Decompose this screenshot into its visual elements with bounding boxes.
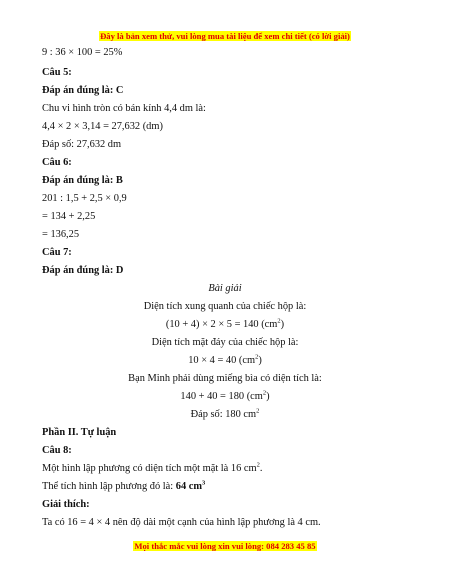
q8-line-2: Thể tích hình lập phương đó là: 64 $cm^3$ — [42, 479, 206, 492]
q6-line-2: = 134 + 2,25 — [42, 211, 96, 222]
q5-line-2: 4,4 × 2 × 3,14 = 27,632 (dm) — [42, 121, 163, 132]
q6-line-3: = 136,25 — [42, 229, 80, 240]
q7-answer: Đáp án đúng là: D — [42, 265, 124, 276]
q8-line-1: Một hình lập phương có diện tích một mặt là 16 $cm^2$. — [42, 461, 263, 474]
q6-answer: Đáp án đúng là: B — [42, 175, 123, 186]
contact-banner — [0, 536, 450, 554]
q7-line-6: 140 + 40 = 180 $(cm^2)$ — [180, 389, 270, 402]
q5-line-3: Đáp số: 27,632 dm — [42, 139, 122, 150]
q7-final-answer: Đáp số: 180 $cm^2$ — [190, 407, 260, 420]
part2-heading: Phần II. Tự luận — [42, 427, 117, 438]
preview-banner-text: Đây là bản xem thử, vui lòng mua tài liệu để xem chi tiết (có lời giải) — [100, 31, 350, 41]
q8-answer: 64 cm — [175, 481, 203, 492]
q6-line-1: 201 : 1,5 + 2,5 × 0,9 — [42, 193, 127, 204]
q7-line-2: (10 + 4) × 2 × 5 = 140 $(cm^2)$ — [165, 317, 285, 330]
explanation-heading: Giải thích: — [42, 499, 90, 510]
q7-line-3: Diện tích mặt đáy của chiếc hộp là: — [151, 337, 299, 348]
q5-heading: Câu 5: — [42, 67, 72, 78]
q7-heading: Câu 7: — [42, 247, 72, 258]
q5-line-1: Chu vi hình tròn có bán kính 4,4 dm là: — [42, 103, 206, 114]
preview-banner — [0, 26, 450, 44]
q8-line-3: Ta có 16 = 4 × 4 nên độ dài một cạnh của hình lập phương là 4 cm. — [42, 517, 321, 528]
q7-line-1: Diện tích xung quanh của chiếc hộp là: — [143, 301, 307, 312]
q5-answer: Đáp án đúng là: C — [42, 85, 124, 96]
q7-line-4: 10 × 4 = 40 $(cm^2)$ — [188, 353, 262, 366]
q4-result: 9 : 36 × 100 = 25% — [42, 47, 123, 58]
contact-banner-text: Mọi thắc mắc vui lòng xin vui lòng: 084 283 45 85 — [134, 541, 316, 551]
q6-heading: Câu 6: — [42, 157, 72, 168]
q8-heading: Câu 8: — [42, 445, 72, 456]
q7-solution-title: Bài giải — [208, 283, 242, 294]
q7-line-5: Bạn Minh phải dùng miếng bìa có diện tích là: — [128, 373, 322, 384]
